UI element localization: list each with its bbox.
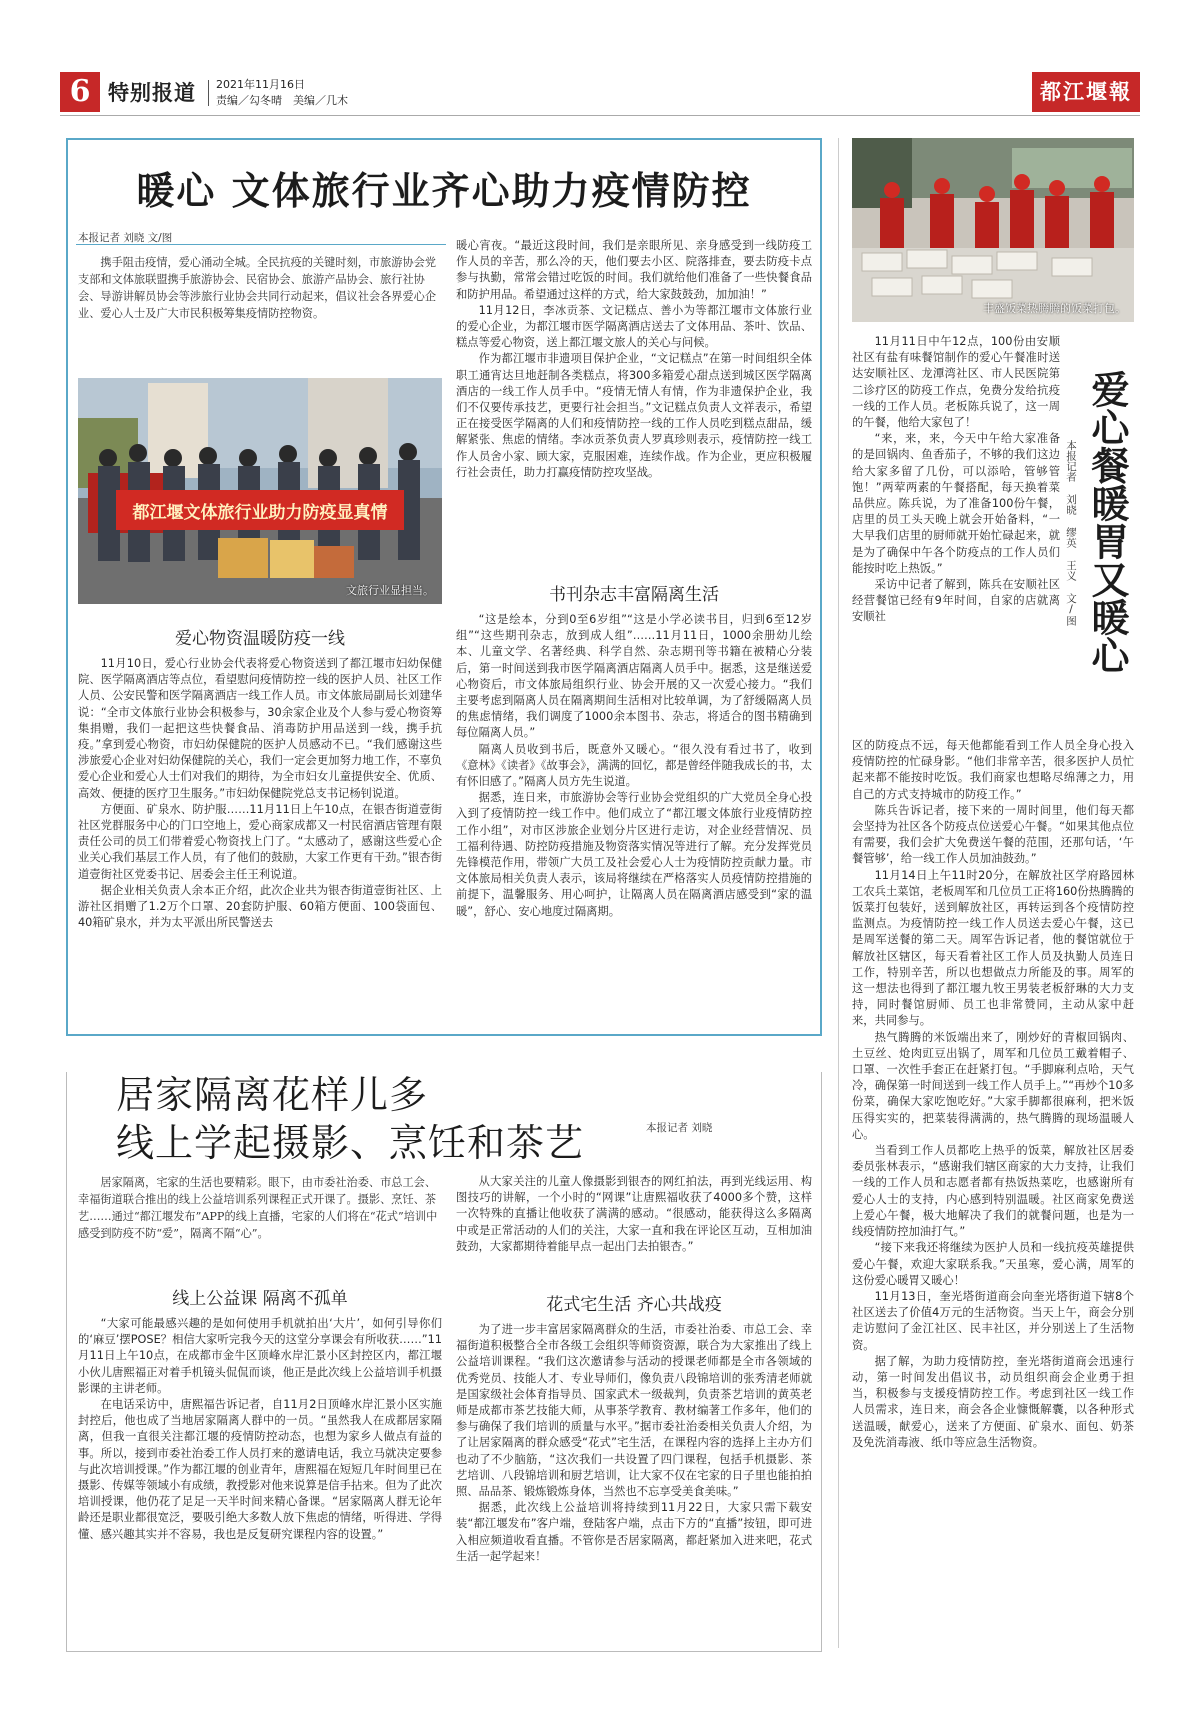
photo-illustration bbox=[78, 378, 442, 604]
subhead-aixin-wuzi: 爱心物资温暖防疫一线 bbox=[175, 629, 345, 649]
article1-col2b bbox=[456, 612, 812, 920]
paragraph: “大家可能最感兴趣的是如何使用手机就拍出‘大片’，如何引导你们的‘麻豆’摆POSE？相信大家听完我今天的这堂分享课会有所收获……”11月11日上午10点，在成都市金牛区顶峰水岸汇景小区封控区内，都江堰小伙儿唐熙福正对着手机镜头侃侃而谈，他正是此次线上公益培训手机摄影课的主讲老师。 bbox=[78, 1317, 442, 1395]
paragraph: 据悉，连日来，市旅游协会等行业协会党组织的广大党员全身心投入到了疫情防控一线工作中。他们成立了“都江堰文体旅行业疫情防控工作小组”，对市区涉旅企业划分片区进行走访，对企业经营情况、员工福利待遇、防控防疫措施及物资落实情况等进行了解。充分发挥党员先锋模范作用，带领广大员工及社会爱心人士为疫情防控贡献力量。市文体旅局相关负责人表示，该局将继续在严格落实人员疫情防控措施的前提下，温馨服务、用心呵护，让隔离人员在隔离酒店感受到“家的温暖”，舒心、安心地度过隔离期。 bbox=[456, 791, 812, 918]
article1-title: 暖心 文体旅行业齐心助力疫情防控 bbox=[136, 168, 752, 213]
paragraph: 陈兵告诉记者，接下来的一周时间里，他们每天都会坚持为社区各个防疫点位送爱心午餐。“如果其他点位有需要，我们会扩大免费送午餐的范围，还那句话，‘午餐管够’，给一线工作人员加油鼓劲。” bbox=[852, 803, 1134, 866]
paragraph: 11月10日，爱心行业协会代表将爱心物资送到了都江堰市妇幼保健院、医学隔离酒店等点位，看望慰问疫情防控一线的医护人员、社区工作人员、公安民警和医学隔离酒店一线工作人员。市文体旅局副局长刘建华说：“全市文体旅行业协会积极参与，30余家企业及个人参与爱心物资筹集捐赠，我们一起把这些快餐食品、消毒防护用品送到一线，携手抗疫。”拿到爱心物资，市妇幼保健院的医护人员感动不已。“我们感谢这些涉旅爱心企业对妇幼保健院的关心，我们一定会更加努力地工作，不辜负爱心企业和爱心人士们对我们的期待，为全市妇女儿童提供安全、优质、高效、便捷的医疗卫生服务。”市妇幼保健院党总支书记杨钊说道。 bbox=[78, 657, 442, 800]
photo-illustration bbox=[852, 138, 1134, 322]
paragraph: “来，来，来，今天中午给大家准备的是回锅肉、鱼香茄子，不够的我们这边给大家多留了几份，可以添哈，管够管饱！”两荤两素的午餐搭配，每天换着菜品供应。陈兵说，为了准备100份午餐，店里的员工头天晚上就会开始备料，“一大早我们店里的厨师就开始忙碌起来，就是为了确保中午各个防疫点的工作人员们能按时吃上热饭。” bbox=[852, 432, 1060, 575]
kitchen-photo bbox=[852, 138, 1134, 322]
paragraph: “这是绘本，分到0至6岁组”“这是小学必读书目，归到6至12岁组”“这些期刊杂志，放到成人组”……11月11日，1000余册幼儿绘本、儿童文学、名著经典、科学自然、杂志期刊等书籍在被精心分装后，第一时间送到我市医学隔离酒店隔离人员手中。据悉，这是继送爱心物资后，市文体旅局组织行业、协会开展的又一次爱心接力。“我们主要考虑到隔离人员在隔离期间生活相对比较单调，为了舒缓隔离人员的焦虑情绪，我们调度了1000余本图书、杂志，将适合的图书精确到每位隔离人员。” bbox=[456, 613, 812, 740]
paragraph: 区的防疫点不远，每天他都能看到工作人员全身心投入疫情防控的忙碌身影。“他们非常辛苦，很多医护人员忙起来都不能按时吃饭。我们商家也想略尽绵薄之力，用自己的方式支持城市的防疫工作。” bbox=[852, 739, 1134, 801]
paragraph: 热气腾腾的米饭端出来了，刚炒好的青椒回锅肉、土豆丝、炝肉豇豆出锅了，周军和几位员工戴着帽子、口罩、一次性手套正在赶紧打包。“手脚麻利点哈，天气冷，确保第一时间送到一线工作人员手上。”“再炒个10多份菜，确保大家吃饱吃好。”大家手脚都很麻利，把米饭压得实实的，把菜装得满满的，热气腾腾的现场温暖人心。 bbox=[852, 1030, 1134, 1141]
article1-byline: 本报记者 刘晓 文/图 bbox=[78, 232, 173, 244]
paragraph: 从大家关注的儿童人像摄影到银杏的网红拍法，再到光线运用、构图技巧的讲解，一个小时的“网课”让唐熙福收获了4000多个赞，这样一次特殊的直播让他收获了满满的感动。“很感动，能获得这么多隔离中或是正常活动的人们的关注，大家一直和我在评论区互动，互相加油鼓劲，大家都期待着能早点一起出门去拍银杏。” bbox=[456, 1175, 812, 1253]
article1-col1 bbox=[78, 656, 442, 931]
photo-caption: 丰盛饭菜热腾腾的饭菜打包。 bbox=[983, 302, 1126, 315]
subhead-shukan: 书刊杂志丰富隔离生活 bbox=[549, 585, 719, 605]
paragraph: 11月12日，李冰贡茶、文记糕点、善小为等都江堰市文体旅行业的爱心企业，为都江堰市医学隔离酒店送去了文体用品、茶叶、饮品、糕点等爱心物资，送上都江堰文旅人的关心与问候。 bbox=[456, 303, 812, 350]
article2-title-line1: 居家隔离花样儿多 bbox=[116, 1073, 429, 1117]
article1-lead: 携手阻击疫情，爱心涌动全城。全民抗疫的关键时刻，市旅游协会党支部和文体旅联盟携手旅游协会、民宿协会、旅游产品协会、旅行社协会、导游讲解员协会等涉旅行业协会共同行动起来，倡议社会各界爱心企业、爱心人士及广大市民积极筹集疫情防控物资。 bbox=[78, 256, 437, 320]
article2-col1 bbox=[78, 1316, 442, 1543]
column-divider bbox=[838, 138, 839, 1648]
paragraph: “接下来我还将继续为医护人员和一线抗疫英雄提供爱心午餐，欢迎大家联系我。”天虽寒，爱心满，周军的这份爱心暖胃又暖心！ bbox=[852, 1241, 1134, 1287]
paragraph: 11月13日，奎光塔街道商会向奎光塔街道下辖8个社区送去了价值4万元的生活物资。当天上午，商会分别走访慰问了金江社区、民丰社区，并分别送上了生活物资。 bbox=[852, 1289, 1134, 1352]
page-number: 6 bbox=[60, 72, 100, 112]
paragraph: 11月11日中午12点，100份由安顺社区有盐有味餐馆制作的爱心午餐准时送达安顺社区、龙潭湾社区、市人民医院第二诊疗区的防疫工作点，免费分发给抗疫一线的工作人员。老板陈兵说了，这一周的午餐，他给大家包了！ bbox=[852, 335, 1060, 430]
page-header bbox=[60, 72, 1140, 112]
article2-col2 bbox=[456, 1174, 812, 1255]
paragraph: 作为都江堰市非遗项目保护企业，“文记糕点”在第一时间组织全体职工通宵达旦地赶制各类糕点，将300多箱爱心甜点送到城区医学隔离酒店的一线工作人员手中。“疫情无情人有情，作为非遗保护企业，我们不仅要传承技艺，更要行社会担当。”文记糕点负责人文祥表示，希望正在接受医学隔离的人们和疫情防控一线的工作人员吃到糕点甜品，缓解紧张、焦虑的情绪。李冰贡茶负责人罗真珍则表示，疫情防控一线工作人员舍小家、顾大家，克服困难，连续作战。作为企业，更应积极履行社会责任，助力打赢疫情防控攻坚战。 bbox=[456, 352, 812, 479]
paragraph: 据了解，为助力疫情防控，奎光塔街道商会迅速行动，第一时间发出倡议书，动员组织商会企业勇于担当，积极参与支援疫情防控工作。考虑到社区一线工作人员需求，连日来，商会各企业慷慨解囊，以各种形式送温暖，献爱心，送来了方便面、矿泉水、面包、奶茶及免洗消毒液、纸巾等应急生活物资。 bbox=[852, 1354, 1134, 1449]
article2-title-line2: 线上学起摄影、烹饪和茶艺 bbox=[116, 1121, 585, 1165]
photo-caption: 文旅行业显担当。 bbox=[346, 584, 434, 597]
subhead-xianshang: 线上公益课 隔离不孤单 bbox=[172, 1289, 348, 1309]
paragraph: 为了进一步丰富居家隔离群众的生活，市委社治委、市总工会、幸福街道积极整合全市各级工会组织等师资资源，联合为大家推出了线上公益培训课程。“我们这次邀请参与活动的授课老师都是全市各领域的优秀党员、技能人才、专业导师们，像负责八段锦培训的张秀清老师就是国家级社会体育指导员、国家武术一级裁判，负责茶艺培训的黄英老师是成都市茶艺技能大师，从事茶学教育、教材编著工作多年，他们的参与确保了我们培训的质量与水平。”据市委社治委相关负责人介绍，为了让居家隔离的群众感受“花式”宅生活，在课程内容的选择上主办方们也动了不少脑筋，“这次我们一共设置了四门课程，包括手机摄影、茶艺培训、八段锦培训和厨艺培训，让大家不仅在宅家的日子里也能拍拍照、品品茶、锻炼锻炼身体，当然也不忘享受美食美味。” bbox=[456, 1323, 812, 1499]
article2-lead: 居家隔离，宅家的生活也要精彩。眼下，由市委社治委、市总工会、幸福街道联合推出的线上公益培训系列课程正式开课了。摄影、烹饪、茶艺……通过“都江堰发布”APP的线上直播，宅家的人们将在“花式”培训中感受到防疫不防“爱”，隔离不隔“心”。 bbox=[78, 1176, 438, 1240]
header-divider bbox=[208, 80, 209, 106]
paragraph: 据企业相关负责人余本正介绍，此次企业共为银杏街道壹街社区、上游社区捐赠了1.2万个口罩、20套防护服、60箱方便面、100袋面包、40箱矿泉水，并为太平派出所民警送去 bbox=[78, 883, 442, 930]
paragraph: 当看到工作人员都吃上热乎的饭菜，解放社区居委委员张林表示，“感谢我们辖区商家的大力支持，让我们一线的工作人员和志愿者都有热饭热菜吃，也感谢所有爱心人士的支持，内心感到特别温暖。社区商家免费送上爱心午餐，极大地解决了我们的就餐问题，也是为一线疫情防控加油打气。” bbox=[852, 1144, 1134, 1239]
paragraph: 据悉，此次线上公益培训将持续到11月22日，大家只需下载安装“都江堰发布”客户端，登陆客户端，点击下方的“直播”按钮，即可进入相应频道收看直播。不管你是否居家隔离，都赶紧加入进来吧，花式生活一起学起来！ bbox=[456, 1501, 812, 1563]
paragraph: 11月14日上午11时20分，在解放社区学府路园林工农兵土菜馆，老板周军和几位员工正将160份热腾腾的饭菜打包装好，送到解放社区，再转运到各个疫情防控监测点。为疫情防控一线工作人员送去爱心午餐，这已是周军送餐的第二天。周军告诉记者，他的餐馆就位于解放社区辖区，每天看着社区工作人员及执勤人员连日工作，特别辛苦，所以也想做点力所能及的事。周军的这一想法也得到了都江堰九牧王男装老板舒琳的大力支持，同时餐馆厨师、员工也非常赞同，主动从家中赶来，共同参与。 bbox=[852, 868, 1134, 1028]
article2-byline: 本报记者 刘晓 bbox=[646, 1122, 713, 1134]
section-title: 特别报道 bbox=[108, 81, 196, 105]
paragraph: 隔离人员收到书后，既意外又暖心。“很久没有看过书了，收到《意林》《读者》《故事会》，满满的回忆，都是曾经伴随我成长的书，太有怀旧感了。”隔离人员方先生说道。 bbox=[456, 742, 812, 789]
paragraph: 在电话采访中，唐熙福告诉记者，自11月2日顶峰水岸汇景小区实施封控后，他也成了当地居家隔离人群中的一员。“虽然我人在成都居家隔离，但我一直很关注都江堰的疫情防控动态，也想为家乡人做点有益的事。所以，接到市委社治委工作人员打来的邀请电话，我立马就决定要参与此次培训授课。”作为都江堰的创业青年，唐熙福在短短几年时间里已在摄影、传媒等领域小有成绩，教授影对他来说算是信手拈来。但为了此次培训授课，他仍花了足足一天半时间来精心备课。“居家隔离人群无论年龄还是职业都很宽泛，要吸引绝大多数人放下焦虑的情绪，听得进、学得懂、感兴趣其实并不容易，我也是反复研究课程内容的设置。” bbox=[78, 1398, 442, 1541]
banner-text: 都江堰文体旅行业助力防疫显真情 bbox=[132, 503, 388, 523]
article3-top bbox=[852, 334, 1060, 626]
masthead-logo: 都江堰報 bbox=[1032, 72, 1140, 112]
subhead-huashi: 花式宅生活 齐心共战疫 bbox=[546, 1295, 722, 1315]
banner-group-photo bbox=[78, 378, 442, 604]
editors: 责编／勾冬晴 美编／几木 bbox=[216, 94, 348, 107]
article3-bottom bbox=[852, 738, 1134, 1451]
paragraph: 暖心宵夜。“最近这段时间，我们是亲眼所见、亲身感受到一线防疫工作人员的辛苦，那么冷的天，他们要去小区、院落排查，要去防疫卡点参与执勤，常常会错过吃饭的时间。我们就给他们准备了一些快餐食品和防护用品。希望通过这样的方式，给大家鼓鼓劲，加加油！” bbox=[456, 239, 812, 301]
paragraph: 方便面、矿泉水、防护服……11月11日上午10点，在银杏街道壹街社区党群服务中心的门口空地上，爱心商家成都又一村民宿酒店管理有限责任公司的员工们带着爱心物资找上门了。“太感动了，感谢这些爱心企业关心我们基层工作人员，有了他们的鼓励，大家工作更有干劲。”银杏街道壹街社区党委书记、居委会主任王利说道。 bbox=[78, 802, 442, 881]
header-rule bbox=[60, 115, 1140, 116]
article2-col2b bbox=[456, 1322, 812, 1565]
article1-col2 bbox=[456, 238, 812, 481]
paragraph: 采访中记者了解到，陈兵在安顺社区经营餐馆已经有9年时间，自家的店就离安顺社 bbox=[852, 578, 1060, 624]
issue-date: 2021年11月16日 bbox=[216, 78, 305, 91]
article3-title: 爱心餐暖胃又暖心 bbox=[1085, 370, 1130, 674]
article3-byline: 本报记者 刘晓 缪英 王义 文/图 bbox=[1065, 440, 1077, 626]
